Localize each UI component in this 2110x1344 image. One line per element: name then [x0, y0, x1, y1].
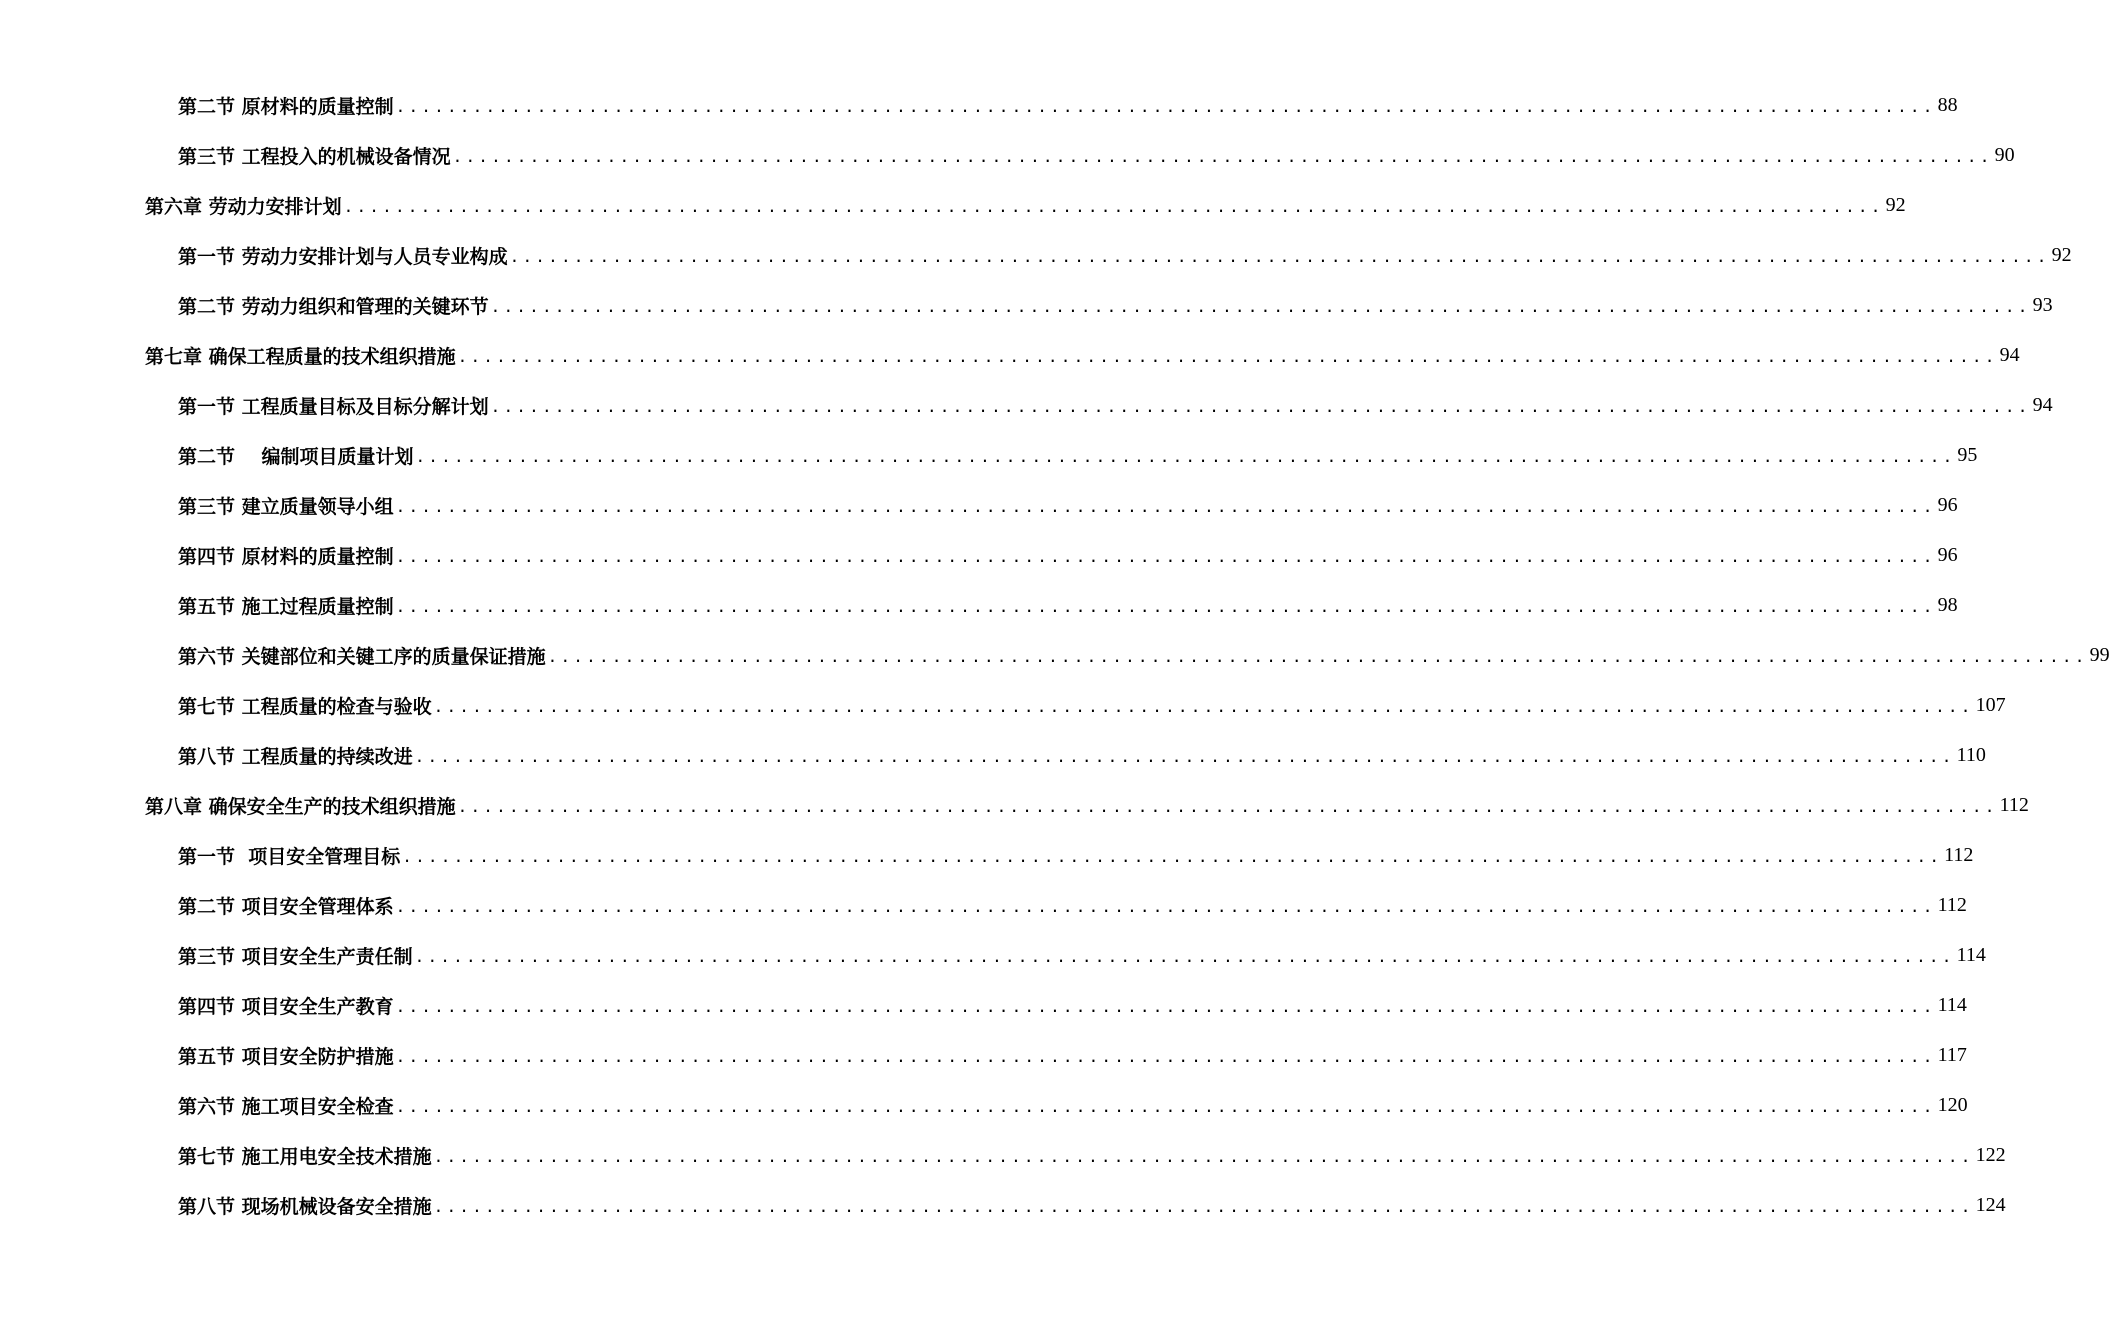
toc-entry-title: 第六节 施工项目安全检查 [178, 1095, 394, 1118]
dot-leader: ........................................................................................................................ [395, 1047, 1936, 1066]
toc-entry[interactable] [0, 930, 1986, 980]
toc-entry[interactable] [0, 580, 1958, 630]
toc-entry-title: 第一节 项目安全管理目标 [178, 845, 401, 868]
toc-entry[interactable] [0, 780, 2029, 830]
toc-page-number: 114 [1956, 943, 1986, 966]
toc-page-number: 94 [2032, 393, 2053, 416]
toc-page-number: 112 [1999, 793, 2029, 816]
toc-page-number: 88 [1937, 93, 1958, 116]
toc-entry[interactable] [0, 430, 1978, 480]
toc-entry-title: 第八节 现场机械设备安全措施 [178, 1195, 432, 1218]
toc-entry[interactable] [0, 180, 1906, 230]
toc-page-number: 112 [1937, 893, 1967, 916]
toc-entry[interactable] [0, 680, 2006, 730]
toc-entry-title: 第四节 原材料的质量控制 [178, 545, 394, 568]
toc-page-number: 99 [2089, 643, 2110, 666]
toc-page-number: 92 [1885, 193, 1906, 216]
toc-page-number: 94 [1999, 343, 2020, 366]
toc-entry[interactable] [0, 830, 1974, 880]
dot-leader: ........................................................................................................................ [547, 647, 2088, 666]
toc-entry-title: 第三节 项目安全生产责任制 [178, 945, 413, 968]
dot-leader: ........................................................................................................................ [343, 197, 1884, 216]
dot-leader: ........................................................................................................................ [415, 447, 1956, 466]
toc-entry-title: 第八章 确保安全生产的技术组织措施 [145, 795, 456, 818]
toc-entry-title: 第三节 工程投入的机械设备情况 [178, 145, 451, 168]
toc-entry-title: 第六章 劳动力安排计划 [145, 195, 342, 218]
toc-entry-title: 第七章 确保工程质量的技术组织措施 [145, 345, 456, 368]
dot-leader: ........................................................................................................................ [395, 547, 1936, 566]
dot-leader: ........................................................................................................................ [395, 1097, 1936, 1116]
toc-page-number: 92 [2051, 243, 2072, 266]
toc-entry[interactable] [0, 880, 1967, 930]
toc-entry-title: 第二节 劳动力组织和管理的关键环节 [178, 295, 489, 318]
toc-page-number: 117 [1937, 1043, 1967, 1066]
toc-entry-title: 第一节 劳动力安排计划与人员专业构成 [178, 245, 508, 268]
toc-entry-title: 第七节 工程质量的检查与验收 [178, 695, 432, 718]
dot-leader: ........................................................................................................................ [395, 497, 1936, 516]
toc-entry[interactable] [0, 280, 2053, 330]
toc-page-number: 112 [1944, 843, 1974, 866]
toc-entry-title: 第五节 施工过程质量控制 [178, 595, 394, 618]
dot-leader: ........................................................................................................................ [433, 1147, 1974, 1166]
toc-entry[interactable] [0, 80, 1958, 130]
toc-entry[interactable] [0, 380, 2053, 430]
table-of-contents [0, 80, 2110, 1230]
dot-leader: ........................................................................................................................ [433, 697, 1974, 716]
toc-entry-title: 第四节 项目安全生产教育 [178, 995, 394, 1018]
dot-leader: ........................................................................................................................ [457, 347, 1998, 366]
dot-leader: ........................................................................................................................ [414, 747, 1955, 766]
dot-leader: ........................................................................................................................ [414, 947, 1955, 966]
toc-entry-title: 第一节 工程质量目标及目标分解计划 [178, 395, 489, 418]
toc-entry[interactable] [0, 1080, 1968, 1130]
toc-entry-title: 第六节 关键部位和关键工序的质量保证措施 [178, 645, 546, 668]
toc-entry[interactable] [0, 630, 2110, 680]
toc-entry-title: 第七节 施工用电安全技术措施 [178, 1145, 432, 1168]
toc-page-number: 93 [2032, 293, 2053, 316]
dot-leader: ........................................................................................................................ [490, 297, 2031, 316]
toc-page-number: 122 [1975, 1143, 2006, 1166]
dot-leader: ........................................................................................................................ [395, 97, 1936, 116]
toc-page-number: 120 [1937, 1093, 1968, 1116]
dot-leader: ........................................................................................................................ [395, 897, 1936, 916]
toc-entry-title: 第二节 项目安全管理体系 [178, 895, 394, 918]
dot-leader: ........................................................................................................................ [457, 797, 1998, 816]
toc-page-number: 107 [1975, 693, 2006, 716]
toc-entry-title: 第八节 工程质量的持续改进 [178, 745, 413, 768]
dot-leader: ........................................................................................................................ [402, 847, 1943, 866]
toc-entry-title: 第二节 原材料的质量控制 [178, 95, 394, 118]
dot-leader: ........................................................................................................................ [452, 147, 1993, 166]
toc-page-number: 95 [1957, 443, 1978, 466]
toc-page-number: 96 [1937, 493, 1958, 516]
toc-page-number: 90 [1994, 143, 2015, 166]
dot-leader: ........................................................................................................................ [395, 997, 1936, 1016]
toc-entry-title: 第二节 编制项目质量计划 [178, 445, 414, 468]
toc-page-number: 96 [1937, 543, 1958, 566]
toc-entry[interactable] [0, 530, 1958, 580]
toc-entry[interactable] [0, 480, 1958, 530]
toc-entry-title: 第五节 项目安全防护措施 [178, 1045, 394, 1068]
toc-page-number: 98 [1937, 593, 1958, 616]
dot-leader: ........................................................................................................................ [490, 397, 2031, 416]
toc-entry[interactable] [0, 980, 1967, 1030]
dot-leader: ........................................................................................................................ [509, 247, 2050, 266]
toc-page-number: 114 [1937, 993, 1967, 1016]
toc-entry[interactable] [0, 1130, 2006, 1180]
toc-entry[interactable] [0, 730, 1986, 780]
dot-leader: ........................................................................................................................ [395, 597, 1936, 616]
toc-entry[interactable] [0, 330, 2020, 380]
toc-entry[interactable] [0, 230, 2072, 280]
toc-page-number: 124 [1975, 1193, 2006, 1216]
toc-entry[interactable] [0, 1180, 2006, 1230]
dot-leader: ........................................................................................................................ [433, 1197, 1974, 1216]
toc-entry[interactable] [0, 130, 2015, 180]
toc-entry-title: 第三节 建立质量领导小组 [178, 495, 394, 518]
toc-entry[interactable] [0, 1030, 1967, 1080]
toc-page-number: 110 [1956, 743, 1986, 766]
